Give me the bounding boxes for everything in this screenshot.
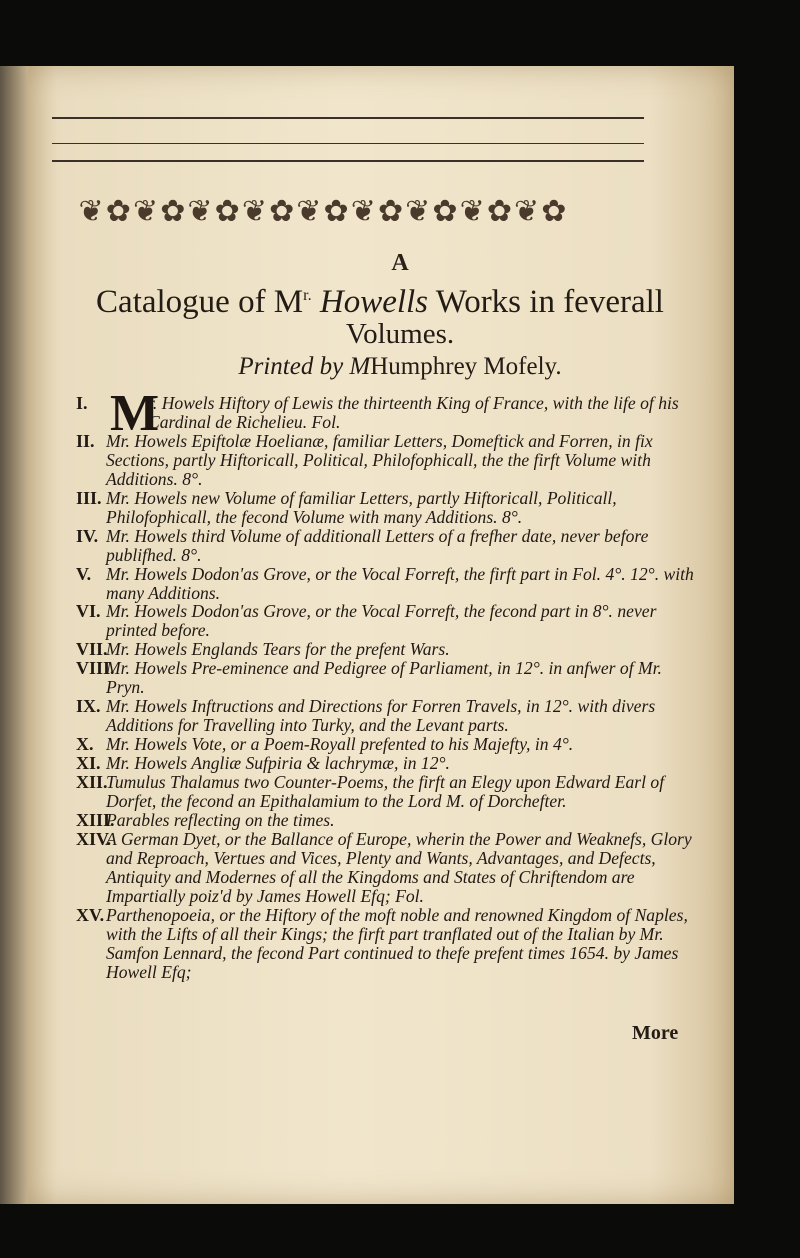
entry-number: XI. xyxy=(76,753,101,774)
entry-number: VII. xyxy=(76,639,108,660)
entry-number: I. xyxy=(76,393,88,413)
catalogue-entry xyxy=(76,830,704,906)
entry-text: Tumulus Thalamus two Counter-Poems, the firft an Elegy upon Edward Earl of Dorfet, the fecond an Epithalamium to the Lord M. of Dorchefter. xyxy=(106,772,665,812)
drop-capital: M xyxy=(110,385,160,442)
entry-number: V. xyxy=(76,563,92,584)
ornament-glyph: ❦ xyxy=(132,194,160,228)
heading-article: A xyxy=(391,250,409,276)
entry-text: Mr. Howels new Volume of familiar Letters, partly Hiftoricall, Politicall, Philofophicall, the fecond Volume with many Additions. 8°. xyxy=(106,487,617,527)
page-title xyxy=(60,276,700,322)
ornament-glyph: ✿ xyxy=(160,194,187,228)
catalogue-entry xyxy=(76,640,704,659)
entry-number: XIV. xyxy=(76,828,112,849)
ornament-glyph: ❦ xyxy=(78,194,105,228)
entry-text: Mr. Howels Pre-eminence and Pedigree of Parliament, in 12°. in anfwer of Mr. Pryn. xyxy=(106,658,662,698)
title-pre: Catalogue of M xyxy=(96,284,304,320)
catalogue-entry xyxy=(76,735,704,754)
catalogue-entry xyxy=(76,602,704,640)
entry-text: Mr. Howels Englands Tears for the prefent Wars. xyxy=(106,639,450,660)
ornament-glyph: ✿ xyxy=(269,194,296,228)
imprint-line xyxy=(0,353,800,381)
page-subtitle: Volumes. xyxy=(345,318,455,350)
entry-text: Mr. Howels Vote, or a Poem-Royall prefented to his Majefty, in 4°. xyxy=(106,734,574,755)
ornament-glyph: ✿ xyxy=(214,194,241,228)
title-name: Howells xyxy=(319,284,429,320)
entry-text: Mr. Howels Dodon'as Grove, or the Vocal Forreft, the firft part in Fol. 4°. 12°. with many Additions. xyxy=(106,563,694,603)
title-sup: r. xyxy=(303,287,312,304)
entry-number: XII. xyxy=(76,772,108,793)
entry-text: Mr. Howels Inftructions and Directions for Forren Travels, in 12°. with divers Additions for Travelling into Turky, and the Levant parts. xyxy=(106,696,656,736)
ornament-glyph: ❦ xyxy=(296,194,323,228)
ornament-glyph: ❦ xyxy=(241,194,268,228)
entry-number: VI. xyxy=(76,601,101,622)
header-rule xyxy=(52,160,644,162)
catalogue-list xyxy=(76,385,704,982)
catalogue-entry xyxy=(76,754,704,773)
ornament-glyph: ✿ xyxy=(541,194,568,228)
ornament-glyph: ✿ xyxy=(377,194,405,228)
entry-text: Mr. Howels Epiftolæ Hoelianæ, familiar Letters, Domeftick and Forren, in fix Sections, partly Hiftoricall, Political, Philofophicall, the the firft Volume with Additions. 8°. xyxy=(106,430,653,489)
catalogue-entry xyxy=(76,773,704,811)
catalogue-entry xyxy=(76,697,704,735)
entry-number: II. xyxy=(76,430,95,451)
header-rule xyxy=(52,143,644,144)
ornament-glyph: ❦ xyxy=(405,194,432,228)
entry-number: IX. xyxy=(76,696,101,717)
catalogue-entry xyxy=(76,527,704,565)
entry-text: Mr. Howels third Volume of additionall Letters of a frefher date, never before publifhed. 8°. xyxy=(106,525,649,565)
entry-text: r. Howels Hiftory of Lewis the thirteenth King of France, with the life of his Cardinal de Richelieu. Fol. xyxy=(148,393,679,432)
catalogue-entry xyxy=(76,489,704,527)
catalogue-entry xyxy=(76,906,704,982)
catalogue-entry xyxy=(76,565,704,603)
imprint-name: Humphrey Mofely. xyxy=(370,353,562,380)
imprint-abbrev: M xyxy=(349,353,371,380)
entry-text: A German Dyet, or the Ballance of Europe, wherin the Power and Weaknefs, Glory and Reproach, Vertues and Vices, Plenty and Wants, Advantages, and Defects, Antiquity and Modernes of all the Kingdoms and States of Chriftendom are Impartially poiz'd by James Howell Efq; Fol. xyxy=(106,828,692,906)
ornament-glyph: ❦ xyxy=(187,194,214,228)
title-post: Works in feverall xyxy=(435,284,664,320)
imprint-prefix: Printed by xyxy=(238,353,344,380)
catalogue-entry xyxy=(76,811,704,830)
entry-text: Parables reflecting on the times. xyxy=(106,809,335,830)
ornament-glyph: ❦ xyxy=(350,194,377,228)
ornament-glyph: ❦ xyxy=(514,194,541,228)
catalogue-entry xyxy=(76,432,704,489)
entry-number: VIII. xyxy=(76,658,115,679)
entry-text: Mr. Howels Dodon'as Grove, or the Vocal Forreft, the fecond part in 8°. never printed before. xyxy=(106,601,657,641)
entry-number: XIII. xyxy=(76,809,115,830)
header-rule xyxy=(52,117,644,119)
entry-number: III. xyxy=(76,487,102,508)
ornament-glyph: ✿ xyxy=(486,194,513,228)
catchword: More xyxy=(632,1022,679,1044)
entry-text: Mr. Howels Angliæ Sufpiria & lachrymæ, in 12°. xyxy=(106,753,450,774)
printers-ornament-band xyxy=(78,182,568,240)
ornament-glyph: ✿ xyxy=(105,194,132,228)
entry-number: XV. xyxy=(76,904,105,925)
entry-number: X. xyxy=(76,734,94,755)
entry-text: Parthenopoeia, or the Hiftory of the moft noble and renowned Kingdom of Naples, with the Lifts of all their Kings; the firft part tranflated out of the Italian by Mr. Samfon Lennard, the fecond Part continued to thefe prefent times 1654. by James Howell Efq; xyxy=(106,904,688,982)
catalogue-entry xyxy=(76,659,704,697)
ornament-glyph: ❦ xyxy=(459,194,486,228)
entry-number: IV. xyxy=(76,525,99,546)
ornament-glyph: ✿ xyxy=(323,194,350,228)
book-gutter xyxy=(0,66,28,1204)
ornament-glyph: ✿ xyxy=(432,194,459,228)
